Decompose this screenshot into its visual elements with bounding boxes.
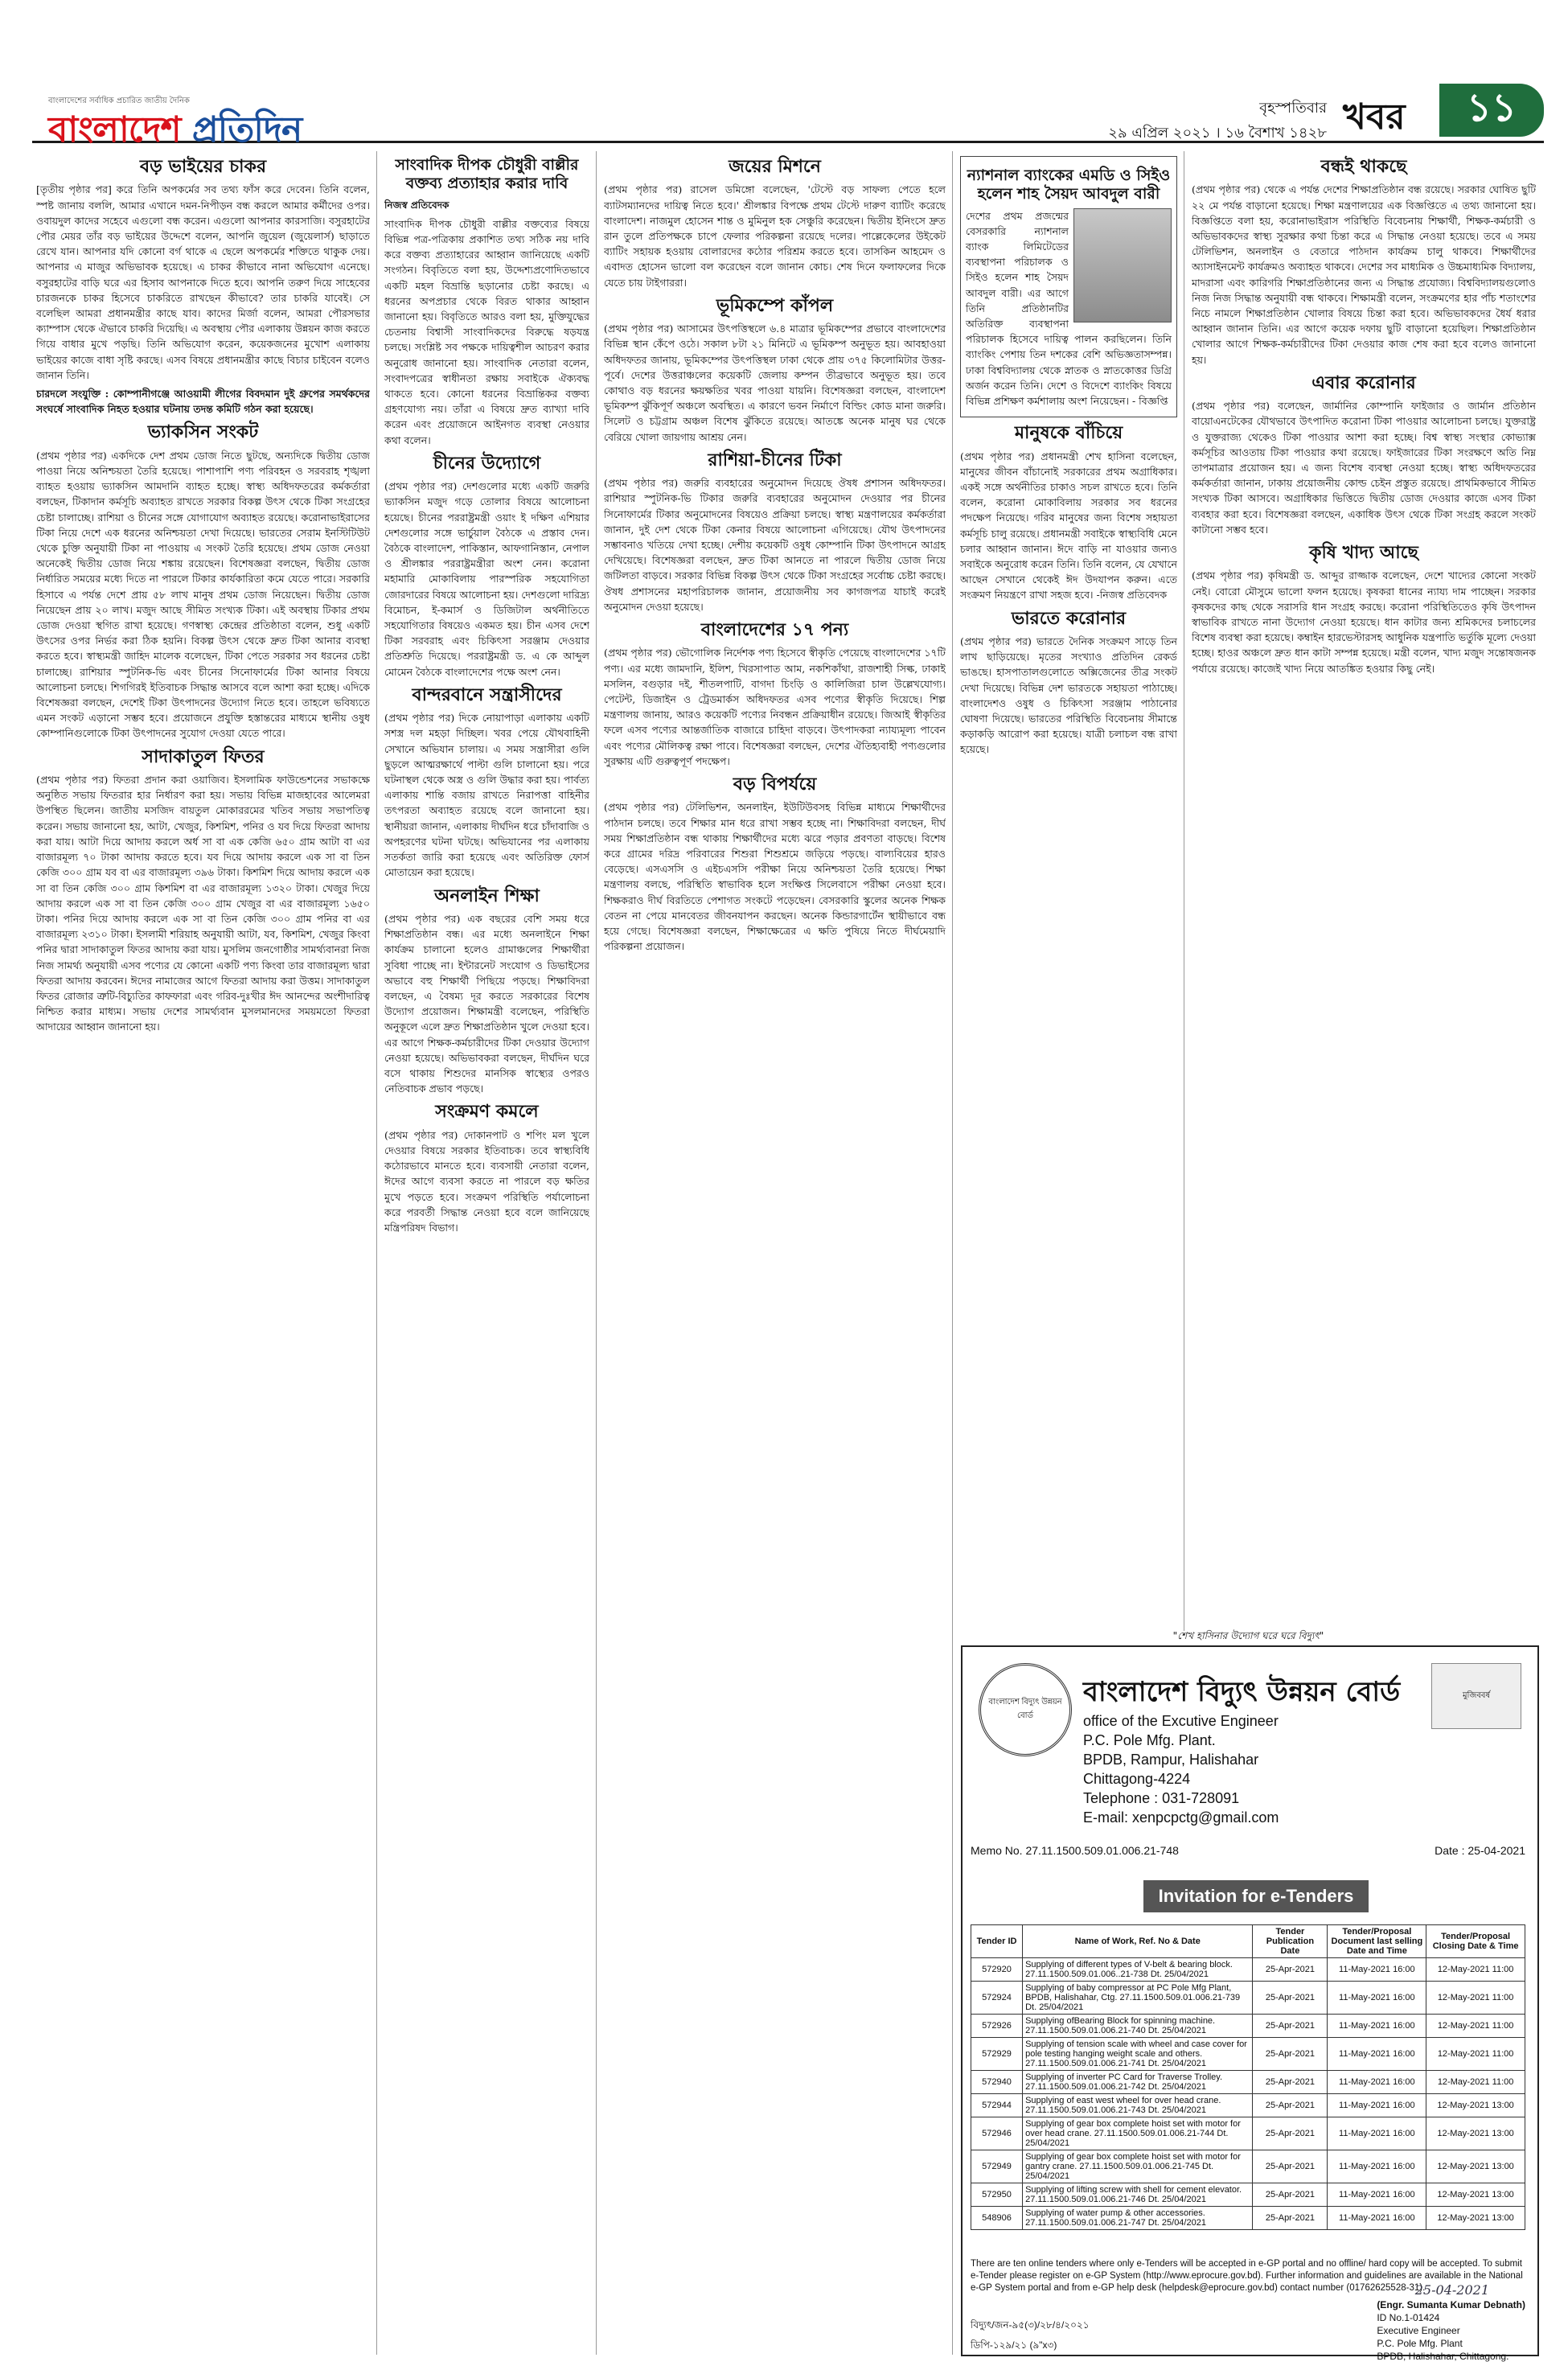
article-body: (প্রথম পৃষ্ঠার পর) ভারতে দৈনিক সংক্রমণ সাড়ে তিন লাখ ছাড়িয়েছে। মৃতের সংখ্যাও প্রতিদিন রেকর্ড ভাঙছে। হাসপাতালগুলোতে অক্সিজেনের তীব্র সংকট দেখা দিয়েছে। বিভিন্ন দেশ ভারতকে সহায়তা পাঠাচ্ছে। বাংলাদেশও ওষুধ ও চিকিৎসা সরঞ্জাম পাঠানোর ঘোষণা দিয়েছে। ভারতের পরিস্থিতি বিবেচনায় সীমান্তে কড়াকড়ি আরোপ করা হয়েছে। যাত্রী চলাচল বন্ধ রাখা হয়েছে। (960, 635, 1177, 756)
logo-tagline: বাংলাদেশের সর্বাধিক প্রচারিত জাতীয় দৈনিক (48, 97, 190, 105)
article-body: (প্রথম পৃষ্ঠার পর) ফিতরা প্রদান করা ওয়াজিব। ইসলামিক ফাউন্ডেশনের সভাকক্ষে অনুষ্ঠিত সভায় ফিতরার হার নির্ধারণ করা হয়। সভায় বিভিন্ন মাজহাবের আলেমরা উপস্থিত ছিলেন। জাতীয় মসজিদ বায়তুল মোকাররমের খতিব সভায় সভাপতিত্ব করেন। সভায় জানানো হয়, আটা, খেজুর, কিশমিশ, পনির ও যব দিয়ে ফিতরা আদায় করা যায়। আটা দিয়ে আদায় করলে অর্ধ সা বা এক কেজি ৬৫০ গ্রাম আটা বা এর বাজারমূল্য ৭০ টাকা আদায় করতে হবে। যব দিয়ে আদায় করলে এক সা বা তিন কেজি ৩০০ গ্রাম যব বা এর বাজারমূল্য ৩৯৬ টাকা। কিশমিশ দিয়ে আদায় করলে এক সা বা তিন কেজি ৩০০ গ্রাম কিশমিশ বা এর বাজারমূল্য ১৩২০ টাকা। খেজুর দিয়ে আদায় করলে এক সা বা তিন কেজি ৩০০ গ্রাম খেজুর বা এর বাজারমূল্য ১৬৫০ টাকা। পনির দিয়ে আদায় করলে এক সা বা তিন কেজি ৩০০ গ্রাম পনির বা এর বাজারমূল্য ২৩১০ টাকা। ইসলামী শরিয়াহ অনুযায়ী আটা, যব, কিশমিশ, খেজুর কিংবা পনির দ্বারা সাদাকাতুল ফিতর আদায় করা যায়। মুসলিম জনগোষ্ঠীর সামর্থ্যবানরা নিজ নিজ সামর্থ্য অনুযায়ী এসব পণ্যের যে কোনো একটি পণ্য কিংবা তার বাজারমূল্য দ্বারা ফিতরা আদায় করবেন। ঈদের নামাজের আগে ফিতরা আদায় করা উত্তম। সাদাকাতুল ফিতর রোজার ত্রুটি-বিচ্যুতির কাফফারা এবং গরিব-দুঃখীর ঈদ আনন্দের অংশীদারিত্ব নিশ্চিত করার মাধ্যম। সভায় দেশের সামর্থ্যবান মুসলমানদের সময়মতো ফিতরা আদায়ের আহ্বান জানানো হয়। (36, 774, 370, 1033)
column-3 (604, 151, 946, 2355)
cell-pub: 25-Apr-2021 (1253, 2094, 1328, 2117)
signature: 25-04-2021 (1414, 2282, 1489, 2298)
cell-work: Supplying of lifting screw with shell for cement elevator. 27.11.1500.509.01.006.21-746 Dt. 25/04/2021 (1023, 2183, 1253, 2207)
col-header: Tender/Proposal Closing Date & Time (1426, 1925, 1525, 1958)
signatory-location: BPDB, Halishahar, Chittagong. (1377, 2351, 1509, 2362)
tender-table (971, 1924, 1525, 2230)
memo-number: Memo No. 27.11.1500.509.01.006.21-748 (971, 1844, 1179, 1857)
headline-save-people[interactable]: মানুষকে বাঁচিয়ে (1014, 422, 1123, 444)
address-line: P.C. Pole Mfg. Plant. (1083, 1732, 1216, 1748)
article-body: (প্রথম পৃষ্ঠার পর) দিকে নোয়াপাড়া এলাকায় একটি সশস্ত্র দল মহড়া দিচ্ছিল। খবর পেয়ে যৌথবাহিনী সেখানে অভিযান চালায়। এ সময় সন্ত্রাসীরা গুলি ছুড়লে আত্মরক্ষার্থে পাল্টা গুলি চালানো হয়। পরে ঘটনাস্থল থেকে অস্ত্র ও গুলি উদ্ধার করা হয়। পার্বত্য এলাকায় শান্তি বজায় রাখতে নিরাপত্তা বাহিনীর তৎপরতা অব্যাহত রয়েছে বলে জানানো হয়। স্থানীয়রা জানান, এলাকায় দীর্ঘদিন ধরে চাঁদাবাজি ও অপহরণের ঘটনা ঘটছে। অভিযানের পর এলাকায় সতর্কতা জারি করা হয়েছে এবং অতিরিক্ত ফোর্স মোতায়েন করা হয়েছে। (384, 712, 589, 879)
cell-close: 12-May-2021 13:00 (1426, 2183, 1525, 2207)
article-body: [তৃতীয় পৃষ্ঠার পর] করে তিনি অপকর্মের সব তথ্য ফাঁস করে দেবেন। তিনি বলেন, স্পষ্ট জানায় বললি, আমার এখানে দমন-নিপীড়ন বন্ধ করলে আমার কর্মীদের ওপর। ওবায়দুল কাদের সহেবে এগুলো বন্ধ করেন। এগুলো আপনার কারসাজি। বসুরহাটের পৌর মেয়র তাঁর বড় ভাইয়ের উদ্দেশে বলেন, আপনি জুয়েল (জুয়েলার্স) ছাড়াতে রেখে যান। আপনার যদি কোনো বর্গ থাকে এ ছেলে অপকর্মের শক্তিতে থাকুক দেয়। আপনার এ মাজুর অভিভাবক হয়েছে। এ চাকর কীভাবে নানা অভিযোগ এনেছে। বসুরহাটের বাড়ি ঘরে এর হিসাব আপনাকে দিতে হবে। আপনি তরুণ দিয়ে সাহেবের চারজনকে চাকর হিসেবে চাকরিতে রাখছেন কীভাবে? তার চাকরি যাবেই। সে বলেছিল আমরা প্রধানমন্ত্রীর কাছে যাব। কাদের মির্জা বলেন, আমরা পৌরসভার ক্যাম্পাস থেকে ঐভাবে চাকরি দিয়েছি। এ অবস্থায় পৌর এলাকায় উন্নয়ন কাজ করতে গিয়ে বাধার মুখে পড়ছি। তিনি অভিযোগ করেন, কয়েকজনের মুখোশ এলাকায় ভাইয়ের কাজে বাধা সৃষ্টি করছে। এসব বিষয়ে প্রধানমন্ত্রীর কাছে বিচার চাইবেন বলেও জানান তিনি। (36, 183, 370, 381)
slogan-quote: "শেখ হাসিনার উদ্যোগ ঘরে ঘরে বিদ্যুৎ" (1172, 1630, 1324, 1641)
cell-id: 572946 (971, 2117, 1023, 2150)
cell-work: Supplying of baby compressor at PC Pole Mfg Plant, BPDB, Halishahar, Ctg. 27.11.1500.509.01.006.21-739 Dt. 25/04/2021 (1023, 1982, 1253, 2015)
cell-close: 12-May-2021 13:00 (1426, 2094, 1525, 2117)
day-label: বৃহস্পতিবার (1259, 100, 1327, 117)
col-header: Tender ID (971, 1925, 1023, 1958)
table-row[interactable] (971, 2038, 1525, 2071)
table-row[interactable] (971, 2094, 1525, 2117)
cell-sell: 11-May-2021 16:00 (1328, 2117, 1426, 2150)
cell-close: 12-May-2021 13:00 (1426, 2150, 1525, 2183)
table-row[interactable] (971, 2150, 1525, 2183)
tender-note: There are ten online tenders where only e-Tenders will be accepted in e-GP portal and no offline/ hard copy will be accepted. To submit e-Tender please register on e-GP System (http://www.eprocure.gov.bd). Further information and guidelines are available in the National e-GP System portal and from e-GP help desk (helpdesk@eprocure.gov.bd) contact number (01762625528-31). (971, 2259, 1523, 2293)
article-body: সাংবাদিক দীপক চৌধুরী বাল্লীর বক্তব্যের বিষয়ে বিভিন্ন পত্র-পত্রিকায় প্রকাশিত তথ্য সঠিক নয় দাবি করে বক্তব্য প্রত্যাহারের আহ্বান জানিয়েছে একটি সংগঠন। বিবৃতিতে বলা হয়, উদ্দেশ্যপ্রণোদিতভাবে একটি মহল বিভ্রান্তি ছড়ানোর চেষ্টা করছে। এ ধরনের অপপ্রচার থেকে বিরত থাকার আহ্বান জানানো হয়। বিবৃতিতে আরও বলা হয়, মুক্তিযুদ্ধের চেতনায় বিশ্বাসী সাংবাদিকদের বিরুদ্ধে ষড়যন্ত্র চলছে। সংশ্লিষ্ট সব পক্ষকে দায়িত্বশীল আচরণ করার অনুরোধ জানানো হয়। সাংবাদিক নেতারা বলেন, সংবাদপত্রের স্বাধীনতা রক্ষায় সবাইকে ঐক্যবদ্ধ থাকতে হবে। কোনো ধরনের বিভ্রান্তিকর বক্তব্য গ্রহণযোগ্য নয়। তাঁরা এ বিষয়ে দ্রুত ব্যাখ্যা দাবি করেন এবং প্রয়োজনে আইনগত ব্যবস্থা নেওয়ার কথা বলেন। (384, 217, 589, 446)
column-4 (960, 151, 1177, 1631)
table-row[interactable] (971, 1982, 1525, 2015)
signatory-block (1377, 2298, 1525, 2363)
cell-id: 572929 (971, 2038, 1023, 2071)
cell-pub: 25-Apr-2021 (1253, 2207, 1328, 2230)
table-row[interactable] (971, 1958, 1525, 1982)
article-body: (প্রথম পৃষ্ঠার পর) দেশগুলোর মধ্যে একটি জরুরি ভ্যাকসিন মজুদ গড়ে তোলার বিষয়ে আলোচনা হয়েছে। চীনের পররাষ্ট্রমন্ত্রী ওয়াং ই দক্ষিণ এশিয়ার দেশগুলোর সঙ্গে ভার্চুয়াল বৈঠকে এ প্রস্তাব দেন। বৈঠকে বাংলাদেশ, পাকিস্তান, আফগানিস্তান, নেপাল ও শ্রীলঙ্কার পররাষ্ট্রমন্ত্রীরা অংশ নেন। করোনা মহামারি মোকাবিলায় পারস্পরিক সহযোগিতা জোরদারের বিষয়ে আলোচনা হয়। দেশগুলো দারিদ্র্য বিমোচন, ই-কমার্স ও ডিজিটাল অর্থনীতিতে সহযোগিতার বিষয়েও একমত হয়। চীন এসব দেশে টিকা সরবরাহ এবং চিকিৎসা সরঞ্জাম দেওয়ার প্রতিশ্রুতি দিয়েছে। পররাষ্ট্রমন্ত্রী ড. এ কে আব্দুল মোমেন বৈঠকে বাংলাদেশের পক্ষে অংশ নেন। (384, 480, 589, 678)
column-1 (36, 151, 370, 2355)
cell-pub: 25-Apr-2021 (1253, 2150, 1328, 2183)
cell-sell: 11-May-2021 16:00 (1328, 2150, 1426, 2183)
mujib-borsho-logo: মুজিববর্ষ (1431, 1663, 1521, 1729)
cell-pub: 25-Apr-2021 (1253, 1982, 1328, 2015)
page-number: ১১ (1439, 84, 1544, 137)
cell-work: Supplying of gear box complete hoist set with motor for gantry crane. 27.11.1500.509.01.006.21-745 Dt. 25/04/2021 (1023, 2150, 1253, 2183)
cell-id: 572944 (971, 2094, 1023, 2117)
address-line: Chittagong-4224 (1083, 1771, 1191, 1787)
cell-sell: 11-May-2021 16:00 (1328, 1958, 1426, 1982)
cell-work: Supplying of different types of V-belt & bearing block. 27.11.1500.509.01.006..21-738 Dt. 25/04/2021 (1023, 1958, 1253, 1982)
col-header: Tender Publication Date (1253, 1925, 1328, 1958)
logo-part2: প্রতিদিন (180, 109, 302, 150)
cell-work: Supplying of inverter PC Card for Traverse Trolley. 27.11.1500.509.01.006.21-742 Dt. 25/04/2021 (1023, 2071, 1253, 2094)
article-body: (প্রথম পৃষ্ঠার পর) থেকে এ পর্যন্ত দেশের শিক্ষাপ্রতিষ্ঠান বন্ধ রয়েছে। সরকার ঘোষিত ছুটি ২২ মে পর্যন্ত বাড়ানো হয়েছে। শিক্ষা মন্ত্রণালয়ের এক বিজ্ঞপ্তিতে এ তথ্য জানানো হয়। বিজ্ঞপ্তিতে বলা হয়, করোনাভাইরাস পরিস্থিতি বিবেচনায় শিক্ষার্থী, শিক্ষক-কর্মচারী ও অভিভাবকদের স্বাস্থ্য সুরক্ষার কথা চিন্তা করে এ সিদ্ধান্ত নেওয়া হয়েছে। তবে এ সময় টেলিভিশন, অনলাইন ও বেতারে পাঠদান কার্যক্রম চালু থাকবে। শিক্ষার্থীদের অ্যাসাইনমেন্ট কার্যক্রমও অব্যাহত থাকবে। দেশের সব মাধ্যমিক ও উচ্চমাধ্যমিক বিদ্যালয়, মাদরাসা এবং কারিগরি শিক্ষাপ্রতিষ্ঠানের জন্য এ সিদ্ধান্ত প্রযোজ্য। বিশ্ববিদ্যালয়গুলোও নিজ নিজ সিদ্ধান্ত অনুযায়ী বন্ধ থাকবে। শিক্ষামন্ত্রী বলেন, সংক্রমণের হার পাঁচ শতাংশের নিচে নামলে শিক্ষাপ্রতিষ্ঠান খোলার বিষয়ে চিন্তা করা হবে। অভিভাবকদের ধৈর্য ধরার আহ্বান জানান তিনি। এর আগে কয়েক দফায় ছুটি বাড়ানো হয়েছিল। শিক্ষাপ্রতিষ্ঠান খোলার আগে শিক্ষক-কর্মচারীদের টিকা দেওয়ার কাজ শেষ করা হবে বলেও জানানো হয়। (1192, 183, 1536, 366)
bank-announcement-box (960, 156, 1177, 417)
headline-infection-decrease[interactable]: সংক্রমণ কমলে (435, 1101, 539, 1123)
cell-pub: 25-Apr-2021 (1253, 2015, 1328, 2038)
section-title: খবর (1343, 97, 1406, 138)
headline-this-time-corona[interactable]: এবার করোনার (1311, 372, 1416, 393)
article-body: (প্রথম পৃষ্ঠার পর) জরুরি ব্যবহারের অনুমোদন দিয়েছে ঔষধ প্রশাসন অধিদফতর। রাশিয়ার স্পুটনিক-ভি টিকার জরুরি ব্যবহারের অনুমোদন দেওয়ার পর চীনের সিনোফার্মের টিকার অনুমোদনের বিষয়েও প্রক্রিয়া চলছে। স্বাস্থ্য মন্ত্রণালয়ের কর্মকর্তারা জানান, দুই দেশ থেকে টিকা কেনার বিষয়ে আলোচনা এগিয়েছে। যৌথ উৎপাদনের সম্ভাবনাও খতিয়ে দেখা হচ্ছে। দেশীয় কয়েকটি ওষুধ কোম্পানি টিকা উৎপাদনে আগ্রহ দেখিয়েছে। বিশেষজ্ঞরা বলছেন, দ্রুত টিকা আনতে না পারলে দ্বিতীয় ডোজ নিয়ে জটিলতা বাড়বে। সরকার বিভিন্ন বিকল্প উৎস থেকে টিকা সংগ্রহের সর্বোচ্চ চেষ্টা করছে। ঔষধ প্রশাসনের মহাপরিচালক জানান, প্রয়োজনীয় সব কাগজপত্র যাচাই করেই অনুমোদন দেওয়া হয়েছে। (604, 477, 946, 613)
cell-sell: 11-May-2021 16:00 (1328, 2094, 1426, 2117)
article-body: (প্রথম পৃষ্ঠার পর) দোকানপাট ও শপিং মল খুলে দেওয়ার বিষয়ে সরকার ইতিবাচক। তবে স্বাস্থ্যবিধি কঠোরভাবে মানতে হবে। ব্যবসায়ী নেতারা বলেন, ঈদের আগে ব্যবসা করতে না পারলে বড় ক্ষতির মুখে পড়তে হবে। সংক্রমণ পরিস্থিতি পর্যালোচনা করে পরবর্তী সিদ্ধান্ত নেওয়া হবে বলে জানিয়েছে মন্ত্রিপরিষদ বিভাগ। (384, 1128, 589, 1234)
cell-close: 12-May-2021 11:00 (1426, 1958, 1525, 1982)
article-body: (প্রথম পৃষ্ঠার পর) টেলিভিশন, অনলাইন, ইউটিউবসহ বিভিন্ন মাধ্যমে শিক্ষার্থীদের পাঠদান চলছে। তবে শিক্ষার মান ধরে রাখা সম্ভব হচ্ছে না। শিক্ষাবিদরা বলছেন, দীর্ঘ সময় শিক্ষাপ্রতিষ্ঠান বন্ধ থাকায় শিক্ষার্থীদের মধ্যে ঝরে পড়ার প্রবণতা বাড়ছে। বিশেষ করে গ্রামের দরিদ্র পরিবারের শিশুরা শিশুশ্রমে জড়িয়ে পড়ছে। বাল্যবিয়ের হারও বেড়েছে। এসএসসি ও এইচএসসি পরীক্ষা নিয়ে অনিশ্চয়তা তৈরি হয়েছে। শিক্ষা মন্ত্রণালয় বলছে, পরিস্থিতি স্বাভাবিক হলে সংক্ষিপ্ত সিলেবাসে পরীক্ষা নেওয়া হবে। শিক্ষকরাও দীর্ঘ বিরতিতে পেশাগত সংকটে পড়েছেন। বেসরকারি স্কুলের অনেক শিক্ষক বেতন না পেয়ে মানবেতর জীবনযাপন করছেন। অনেক কিন্ডারগার্টেন স্থায়ীভাবে বন্ধ হয়ে গেছে। বিশেষজ্ঞরা বলছেন, শিক্ষাক্ষেত্রের এ ক্ষতি পুষিয়ে নিতে দীর্ঘমেয়াদি পরিকল্পনা প্রয়োজন। (604, 801, 946, 953)
headline-big-disaster[interactable]: বড় বিপর্যয়ে (733, 774, 817, 795)
bpdb-seal-icon: বাংলাদেশ বিদ্যুৎ উন্নয়ন বোর্ড (979, 1663, 1072, 1756)
cell-pub: 25-Apr-2021 (1253, 1958, 1328, 1982)
cell-pub: 25-Apr-2021 (1253, 2183, 1328, 2207)
column-divider (952, 151, 953, 2355)
org-name-bengali: বাংলাদেশ বিদ্যুৎ উন্নয়ন বোর্ড (1083, 1676, 1401, 1708)
headline-national-bank-md[interactable]: ন্যাশনাল ব্যাংকের এমডি ও সিইও হলেন শাহ সৈয়দ আবদুল বারী (967, 166, 1171, 203)
person-photo (1073, 208, 1172, 322)
cell-pub: 25-Apr-2021 (1253, 2117, 1328, 2150)
cell-sell: 11-May-2021 16:00 (1328, 2071, 1426, 2094)
article-body: (প্রথম পৃষ্ঠার পর) একদিকে দেশ প্রথম ডোজ নিতে ছুটছে, অন্যদিকে দ্বিতীয় ডোজ পাওয়া নিয়ে অনিশ্চয়তা তৈরি হয়েছে। পাশাপাশি পণ্য পরিবহন ও সরবরাহ শৃঙ্খলা ব্যাহত হওয়ায় ভ্যাকসিন আমদানি ব্যাহত হচ্ছে। স্বাস্থ্য অধিদফতরের কর্মকর্তারা বলছেন, টিকাদান কর্মসূচি অব্যাহত রাখতে সরকার বিকল্প উৎস থেকে টিকা সংগ্রহের চেষ্টা চালাচ্ছে। রাশিয়া ও চীনের সঙ্গে যোগাযোগ অব্যাহত রয়েছে। করোনাভাইরাসের টিকা নিয়ে দেশে এক ধরনের অনিশ্চয়তা দেখা দিয়েছে। ভারতের সেরাম ইনস্টিটিউট থেকে চুক্তি অনুযায়ী টিকা না পাওয়ায় এ সংকট তৈরি হয়েছে। প্রথম ডোজ নেওয়া অনেকেই দ্বিতীয় ডোজ নিয়ে শঙ্কায় রয়েছেন। বিশেষজ্ঞরা বলছেন, দ্বিতীয় ডোজ নির্ধারিত সময়ের মধ্যে দিতে না পারলে টিকার কার্যকারিতা কমে যেতে পারে। সরকারি হিসাবে এ পর্যন্ত দেশে প্রায় ৫৮ লাখ মানুষ প্রথম ডোজ নিয়েছেন। দ্বিতীয় ডোজ নিয়েছেন প্রায় ২০ লাখ। মজুদ আছে সীমিত সংখ্যক টিকা। এই অবস্থায় টিকার প্রথম ডোজ দেওয়া স্থগিত রাখা হয়েছে। গণস্বাস্থ্য কেন্দ্রের প্রতিষ্ঠাতা বলেন, শুধু একটি উৎসের ওপর নির্ভর করা ঠিক হয়নি। বিকল্প উৎস থেকে দ্রুত টিকা আনার ব্যবস্থা করতে হবে। স্বাস্থ্যমন্ত্রী জাহিদ মালেক বলেছেন, টিকা পেতে সরকার সব ধরনের চেষ্টা চালাচ্ছে। রাশিয়ার স্পুটনিক-ভি এবং চীনের সিনোফার্মের টিকা আনার বিষয়ে আলোচনা চলছে। শিগগিরই ইতিবাচক সিদ্ধান্ত আসবে বলে আশা করা হচ্ছে। এদিকে বিশেষজ্ঞরা বলছেন, দেশেই টিকা উৎপাদনের উদ্যোগ নিতে হবে। তাহলে ভবিষ্যতে এমন সংকট এড়ানো সম্ভব হবে। প্রয়োজনে প্রযুক্তি হস্তান্তরের মাধ্যমে স্থানীয় ওষুধ কোম্পানিগুলোকে টিকা উৎপাদনের সুযোগ দেওয়া যেতে পারে। (36, 449, 370, 740)
table-row[interactable] (971, 2015, 1525, 2038)
cell-sell: 11-May-2021 16:00 (1328, 2038, 1426, 2071)
column-divider (596, 151, 597, 2355)
table-row[interactable] (971, 2207, 1525, 2230)
article-body: (প্রথম পৃষ্ঠার পর) এক বছরের বেশি সময় ধরে শিক্ষাপ্রতিষ্ঠান বন্ধ। এর মধ্যে অনলাইনে শিক্ষা কার্যক্রম চালানো হলেও গ্রামাঞ্চলের শিক্ষার্থীরা সুবিধা পাচ্ছে না। ইন্টারনেট সংযোগ ও ডিভাইসের অভাবে বহু শিক্ষার্থী পিছিয়ে পড়ছে। শিক্ষাবিদরা বলছেন, এ বৈষম্য দূর করতে সরকারের বিশেষ উদ্যোগ প্রয়োজন। শিক্ষামন্ত্রী বলেছেন, পরিস্থিতি অনুকূলে এলে দ্রুত শিক্ষাপ্রতিষ্ঠান খুলে দেওয়া হবে। এর আগে শিক্ষক-কর্মচারীদের টিকা দেওয়ার উদ্যোগ নেওয়া হয়েছে। অভিভাবকরা বলছেন, দীর্ঘদিন ঘরে বসে থাকায় শিশুদের মানসিক স্বাস্থ্যের ওপরও নেতিবাচক প্রভাব পড়ছে। (384, 912, 589, 1095)
invitation-banner: Invitation for e-Tenders (1143, 1880, 1369, 1912)
headline-sadakatul-fitr[interactable]: সাদাকাতুল ফিতর (142, 745, 265, 767)
cell-sell: 11-May-2021 16:00 (1328, 1982, 1426, 2015)
headline-vaccine-crisis[interactable]: ভ্যাকসিন সংকট (147, 421, 259, 443)
byline: নিজস্ব প্রতিবেদক (384, 199, 449, 211)
address-line: office of the Excutive Engineer (1083, 1713, 1279, 1729)
cell-sell: 11-May-2021 16:00 (1328, 2015, 1426, 2038)
cell-id: 572920 (971, 1958, 1023, 1982)
cell-sell: 11-May-2021 16:00 (1328, 2183, 1426, 2207)
article-body: (প্রথম পৃষ্ঠার পর) কৃষিমন্ত্রী ড. আব্দুর রাজ্জাক বলেছেন, দেশে খাদ্যের কোনো সংকট নেই। বোরো মৌসুমে ভালো ফলন হয়েছে। কৃষকরা ধানের ন্যায্য দাম পাচ্ছেন। সরকার কৃষকদের কাছ থেকে সরাসরি ধান সংগ্রহ করছে। করোনা পরিস্থিতিতেও কৃষি উৎপাদন স্বাভাবিক রাখতে নানা উদ্যোগ নেওয়া হয়েছে। ধান কাটার জন্য শ্রমিকদের চলাচলের বিশেষ ব্যবস্থা করা হয়েছে। কম্বাইন হারভেস্টারসহ আধুনিক যন্ত্রপাতি ভর্তুকি মূল্যে দেওয়া হচ্ছে। হাওর অঞ্চলে দ্রুত ধান কাটা সম্পন্ন হয়েছে। মন্ত্রী বলেন, খাদ্য মজুদ সন্তোষজনক পর্যায়ে রয়েছে। কাজেই খাদ্য নিয়ে আতঙ্কিত হওয়ার কিছু নেই। (1192, 569, 1536, 675)
col-header: Tender/Proposal Document last selling Date and Time (1328, 1925, 1426, 1958)
ad-reference: ডিপি-১২৯/২১ (৯"x৩) (971, 2339, 1057, 2351)
cell-id: 572924 (971, 1982, 1023, 2015)
cell-pub: 25-Apr-2021 (1253, 2071, 1328, 2094)
cell-close: 12-May-2021 13:00 (1426, 2207, 1525, 2230)
headline-17-products[interactable]: বাংলাদেশের ১৭ পন্য (700, 619, 849, 641)
cell-work: Supplying of water pump & other accessories. 27.11.1500.509.01.006.21-747 Dt. 25/04/2021 (1023, 2207, 1253, 2230)
article-body: (প্রথম পৃষ্ঠার পর) বলেছেন, জার্মানির কোম্পানি ফাইজার ও জার্মান প্রতিষ্ঠান বায়োএনটেকের যৌথভাবে উৎপাদিত করোনা টিকা পাওয়ার আলোচনা চলছে। যুক্তরাষ্ট্র ও যুক্তরাজ্য থেকেও টিকা পাওয়ার আশা করা হচ্ছে। বিশ্ব স্বাস্থ্য সংস্থার কোভ্যাক্স কর্মসূচির আওতায় টিকা পাওয়ার কথা রয়েছে। ফাইজারের টিকা সংরক্ষণে অতি নিম্ন তাপমাত্রার প্রয়োজন হয়। এ জন্য বিশেষ ব্যবস্থা নেওয়া হচ্ছে। স্বাস্থ্য অধিদফতরের কর্মকর্তারা জানান, ঢাকায় প্রয়োজনীয় কোল্ড চেইন প্রস্তুত রয়েছে। প্রাথমিকভাবে সীমিত সংখ্যক টিকা আসবে। অগ্রাধিকার ভিত্তিতে দ্বিতীয় ডোজ দেওয়ার কাজে এসব টিকা ব্যবহার করা হবে। বিশেষজ্ঞরা বলছেন, একাধিক উৎস থেকে টিকা সংগ্রহ করলে সংকট কাটানো সম্ভব হবে। (1192, 400, 1536, 536)
article-body: দেশের প্রথম প্রজন্মের বেসরকারি ন্যাশনাল ব্যাংক লিমিটেডের ব্যবস্থাপনা পরিচালক ও সিইও হলেন শাহ সৈয়দ আবদুল বারী। এর আগে তিনি প্রতিষ্ঠানটির অতিরিক্ত ব্যবস্থাপনা পরিচালক হিসেবে দায়িত্ব পালন করছিলেন। তিনি ব্যাংকিং পেশায় তিন দশকের বেশি অভিজ্ঞতাসম্পন্ন। ঢাকা বিশ্ববিদ্যালয় থেকে স্নাতক ও স্নাতকোত্তর ডিগ্রি অর্জন করেন তিনি। দেশে ও বিদেশে ব্যাংকিং বিষয়ে বিভিন্ন প্রশিক্ষণ কর্মশালায় অংশ নিয়েছেন। - বিজ্ঞপ্তি (966, 209, 1172, 408)
headline-bandarban[interactable]: বান্দরবানে সন্ত্রাসীদের (412, 684, 562, 705)
headline-earthquake[interactable]: ভূমিকম্পে কাঁপল (716, 294, 834, 316)
cell-work: Supplying of gear box complete hoist set with motor for over head crane. 27.11.1500.509.01.006.21-744 Dt. 25/04/2021 (1023, 2117, 1253, 2150)
cell-work: Supplying of east west wheel for over head crane. 27.11.1500.509.01.006.21-743 Dt. 25/04/2021 (1023, 2094, 1253, 2117)
headline-win-mission[interactable]: জয়ের মিশনে (729, 156, 821, 177)
cell-close: 12-May-2021 11:00 (1426, 1982, 1525, 2015)
cell-sell: 11-May-2021 16:00 (1328, 2207, 1426, 2230)
date-label: ২৯ এপ্রিল ২০২১ । ১৬ বৈশাখ ১৪২৮ (1108, 125, 1327, 142)
telephone: Telephone : 031-728091 (1083, 1790, 1240, 1806)
masthead (32, 0, 1544, 150)
cell-close: 12-May-2021 13:00 (1426, 2117, 1525, 2150)
cell-id: 572949 (971, 2150, 1023, 2183)
address-line: BPDB, Rampur, Halishahar (1083, 1752, 1259, 1768)
table-row[interactable] (971, 2183, 1525, 2207)
headline-agri-food[interactable]: কৃষি খাদ্য আছে (1309, 542, 1418, 564)
table-row[interactable] (971, 2071, 1525, 2094)
headline-china-initiative[interactable]: চীনের উদ্যোগে (433, 452, 541, 474)
cell-id: 572940 (971, 2071, 1023, 2094)
cell-id: 572926 (971, 2015, 1023, 2038)
cell-id: 572950 (971, 2183, 1023, 2207)
cell-work: Supplying of tension scale with wheel and case cover for pole testing hanging weight scale and others. 27.11.1500.509.01.006.21-741 Dt. 25/04/2021 (1023, 2038, 1253, 2071)
article-subpara: চারদলে সংযুক্তি : কোম্পানীগঞ্জে আওয়ামী লীগের বিবদমান দুই গ্রুপের সমর্থকদের সংঘর্ষে সাংবাদিক নিহত হওয়ার ঘটনায় তদন্ত কমিটি গঠন করা হয়েছে। (36, 388, 370, 416)
headline-boro-bhai[interactable]: বড় ভাইয়ের চাকর (139, 156, 267, 177)
column-2 (384, 151, 589, 2355)
table-row[interactable] (971, 2117, 1525, 2150)
headline-india-corona[interactable]: ভারতে করোনার (1011, 607, 1127, 629)
logo-part1: বাংলাদেশ (48, 109, 181, 150)
article-body: (প্রথম পৃষ্ঠার পর) আসামের উৎপত্তিস্থলে ৬.৪ মাত্রার ভূমিকম্পের প্রভাবে বাংলাদেশের বিভিন্ন স্থান কেঁপে ওঠে। সকাল ৮টা ২১ মিনিটে এ ভূমিকম্প অনুভূত হয়। আবহাওয়া অধিদফতর জানায়, ভূমিকম্পের উৎপত্তিস্থল ঢাকা থেকে প্রায় ৩৭৫ কিলোমিটার উত্তর-পূর্বে। দেশের উত্তরাঞ্চলের কয়েকটি জেলায় কম্পন তীব্রভাবে অনুভূত হয়। তবে কোথাও বড় ধরনের ক্ষয়ক্ষতির খবর পাওয়া যায়নি। বিশেষজ্ঞরা বলছেন, বাংলাদেশ ভূমিকম্প ঝুঁকিপূর্ণ অঞ্চলে অবস্থিত। এ কারণে ভবন নির্মাণে বিল্ডিং কোড মানা জরুরি। সিলেট ও চট্টগ্রাম অঞ্চল বিশেষ ঝুঁকিতে রয়েছে। আতঙ্কে অনেক মানুষ ঘর থেকে বেরিয়ে খোলা জায়গায় আশ্রয় নেন। (604, 322, 946, 443)
date-block (1061, 97, 1327, 146)
cell-close: 12-May-2021 11:00 (1426, 2015, 1525, 2038)
cell-id: 548906 (971, 2207, 1023, 2230)
email[interactable]: E-mail: xenpcpctg@gmail.com (1083, 1809, 1279, 1826)
tender-advertisement (961, 1645, 1539, 2362)
cell-pub: 25-Apr-2021 (1253, 2038, 1328, 2071)
cell-close: 12-May-2021 11:00 (1426, 2071, 1525, 2094)
ad-reference: বিদ্যুৎ/জন-৯৫(৩)/২৮/৪/২০২১ (971, 2319, 1090, 2331)
signatory-name: (Engr. Sumanta Kumar Debnath) (1377, 2299, 1525, 2310)
article-body: (প্রথম পৃষ্ঠার পর) ভৌগোলিক নির্দেশক পণ্য হিসেবে স্বীকৃতি পেয়েছে বাংলাদেশের ১৭টি পণ্য। এর মধ্যে জামদানি, ইলিশ, খিরসাপাত আম, নকশিকাঁথা, রাজশাহী সিল্ক, ঢাকাই মসলিন, বগুড়ার দই, শীতলপাটি, বাগদা চিংড়ি ও কালিজিরা চাল উল্লেখযোগ্য। পেটেন্ট, ডিজাইন ও ট্রেডমার্কস অধিদফতর এসব পণ্যের স্বীকৃতি দিয়েছে। শিল্প মন্ত্রণালয় জানায়, আরও কয়েকটি পণ্যের নিবন্ধন প্রক্রিয়াধীন রয়েছে। জিআই স্বীকৃতির ফলে এসব পণ্যের আন্তর্জাতিক বাজারে চাহিদা বাড়বে। উৎপাদকরা ন্যায্যমূল্য পাবেন এবং পণ্যের মৌলিকত্ব রক্ষা পাবে। বিশেষজ্ঞরা বলছেন, দেশের ঐতিহ্যবাহী পণ্যগুলোর সুরক্ষায় এটি গুরুত্বপূর্ণ পদক্ষেপ। (604, 647, 946, 767)
signatory-office: P.C. Pole Mfg. Plant (1377, 2338, 1463, 2349)
headline-online-education[interactable]: অনলাইন শিক্ষা (434, 885, 540, 906)
cell-work: Supplying ofBearing Block for spinning machine. 27.11.1500.509.01.006.21-740 Dt. 25/04/2021 (1023, 2015, 1253, 2038)
column-divider (376, 151, 377, 2355)
headline-russia-china-vaccine[interactable]: রাশিয়া-চীনের টিকা (708, 449, 842, 470)
headline-remain-closed[interactable]: বন্ধই থাকছে (1320, 156, 1407, 177)
cell-close: 12-May-2021 11:00 (1426, 2038, 1525, 2071)
article-body: (প্রথম পৃষ্ঠার পর) প্রধানমন্ত্রী শেখ হাসিনা বলেছেন, মানুষের জীবন বাঁচানোই সরকারের প্রথম অগ্রাধিকার। একই সঙ্গে অর্থনীতির চাকাও সচল রাখতে হবে। তিনি বলেন, করোনা মোকাবিলায় সরকার সব ধরনের পদক্ষেপ নিয়েছে। গরিব মানুষের জন্য বিশেষ সহায়তা কর্মসূচি চালু রয়েছে। প্রধানমন্ত্রী সবাইকে স্বাস্থ্যবিধি মেনে চলার আহ্বান জানান। ঈদে বাড়ি না যাওয়ার জন্যও সবাইকে অনুরোধ করেন তিনি। তিনি বলেন, যে যেখানে আছেন সেখানে থেকেই ঈদ উদযাপন করুন। এতে সংক্রমণ নিয়ন্ত্রণে রাখা সহজ হবে। -নিজস্ব প্রতিবেদক (960, 450, 1177, 602)
memo-date: Date : 25-04-2021 (1435, 1844, 1525, 1857)
column-5 (1192, 151, 1536, 1631)
headline-journalist-statement[interactable]: সাংবাদিক দীপক চৌধুরী বাল্লীর বক্তব্য প্রত্যাহার করার দাবি (395, 156, 579, 192)
signatory-title: Executive Engineer (1377, 2325, 1460, 2336)
col-header: Name of Work, Ref. No & Date (1023, 1925, 1253, 1958)
signatory-id: ID No.1-01424 (1377, 2312, 1440, 2323)
article-body: (প্রথম পৃষ্ঠার পর) রাসেল ডমিঙ্গো বলেছেন, 'টেস্টে বড় সাফল্য পেতে হলে ব্যাটসম্যানদের দায়িত্ব নিতে হবে।' শ্রীলঙ্কার বিপক্ষে প্রথম টেস্টে দারুণ ব্যাটিং করেছে বাংলাদেশ। নাজমুল হোসেন শান্ত ও মুমিনুল হক সেঞ্চুরি করেছেন। দ্বিতীয় ইনিংসে দ্রুত রান তুলে প্রতিপক্ষকে চাপে ফেলার পরিকল্পনা রয়েছে দলের। পাল্লেকেলের উইকেট ব্যাটিং সহায়ক হওয়ায় বোলারদের কঠোর পরিশ্রম করতে হবে। তাসকিন আহমেদ ও এবাদত হোসেন ভালো বল করেছেন বলে জানান কোচ। শেষ দিনে ফলাফলের দিকে যেতে চায় টাইগাররা। (604, 183, 946, 289)
office-address (1083, 1711, 1279, 1827)
